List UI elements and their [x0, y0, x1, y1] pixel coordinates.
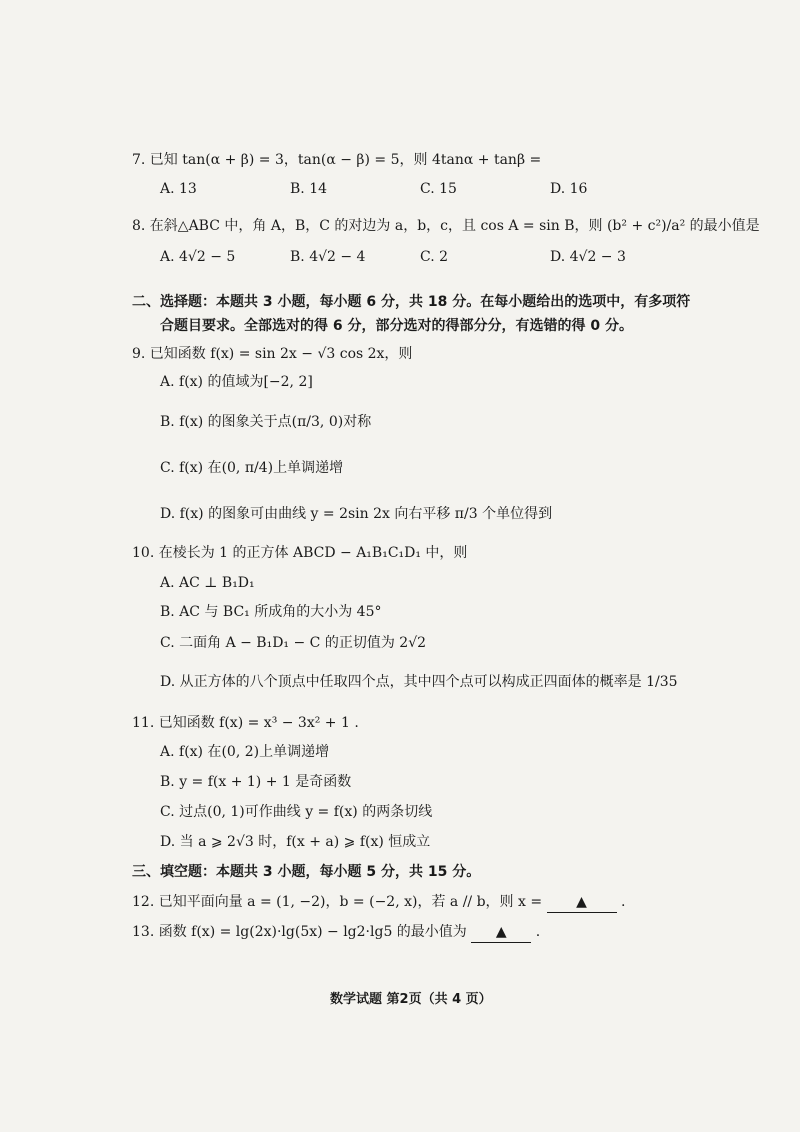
q12-answer-blank[interactable]: ▲: [547, 892, 617, 913]
q9-option-a: A. f(x) 的值域为[−2, 2]: [160, 374, 313, 390]
q10-option-c: C. 二面角 A − B₁D₁ − C 的正切值为 2√2: [160, 635, 427, 651]
q9-option-d: D. f(x) 的图象可由曲线 y = 2sin 2x 向右平移 π/3 个单位得到: [160, 506, 553, 522]
q8-option-d: D. 4√2 − 3: [550, 249, 626, 265]
question-7-stem: 7. 已知 tan(α + β) = 3，tan(α − β) = 5，则 4tanα + tanβ =: [132, 152, 542, 168]
q13-answer-blank[interactable]: ▲: [471, 922, 531, 943]
q11-option-b: B. y = f(x + 1) + 1 是奇函数: [160, 774, 352, 790]
question-12: [132, 892, 625, 913]
q11-option-d: D. 当 a ⩾ 2√3 时，f(x + a) ⩾ f(x) 恒成立: [160, 834, 431, 850]
section-3-heading: 三、填空题：本题共 3 小题，每小题 5 分，共 15 分。: [132, 864, 481, 880]
q11-option-a: A. f(x) 在(0, 2)上单调递增: [160, 744, 330, 760]
question-13: [132, 922, 540, 943]
q8-option-a: A. 4√2 − 5: [160, 249, 236, 265]
question-9-stem: 9. 已知函数 f(x) = sin 2x − √3 cos 2x，则: [132, 346, 413, 362]
question-12-stem: 12. 已知平面向量 a = (1, −2)，b = (−2, x)，若 a // b，则 x =: [132, 894, 543, 910]
q10-option-b: B. AC 与 BC₁ 所成角的大小为 45°: [160, 604, 382, 620]
q7-option-c: C. 15: [420, 181, 457, 197]
q11-option-c: C. 过点(0, 1)可作曲线 y = f(x) 的两条切线: [160, 804, 433, 820]
q8-option-b: B. 4√2 − 4: [290, 249, 366, 265]
section-2-instructions: 合题目要求。全部选对的得 6 分，部分选对的得部分分，有选错的得 0 分。: [160, 318, 633, 334]
section-2-heading: 二、选择题：本题共 3 小题，每小题 6 分，共 18 分。在每小题给出的选项中，有多项符: [132, 294, 691, 310]
question-13-stem: 13. 函数 f(x) = lg(2x)·lg(5x) − lg2·lg5 的最小值为: [132, 924, 467, 940]
q8-option-c: C. 2: [420, 249, 449, 265]
question-10-stem: 10. 在棱长为 1 的正方体 ABCD − A₁B₁C₁D₁ 中，则: [132, 545, 468, 561]
q7-option-d: D. 16: [550, 181, 588, 197]
q7-option-a: A. 13: [160, 181, 197, 197]
q10-option-a: A. AC ⊥ B₁D₁: [160, 575, 255, 591]
q12-period: .: [621, 894, 626, 910]
page-footer: 数学试题 第2页（共 4 页）: [330, 992, 492, 1007]
q7-option-b: B. 14: [290, 181, 328, 197]
question-8-stem: 8. 在斜△ABC 中，角 A，B，C 的对边为 a，b，c，且 cos A = sin B，则 (b² + c²)/a² 的最小值是: [132, 218, 760, 234]
question-11-stem: 11. 已知函数 f(x) = x³ − 3x² + 1 .: [132, 715, 359, 731]
q9-option-b: B. f(x) 的图象关于点(π/3, 0)对称: [160, 414, 372, 430]
q10-option-d: D. 从正方体的八个顶点中任取四个点，其中四个点可以构成正四面体的概率是 1/35: [160, 674, 678, 690]
q9-option-c: C. f(x) 在(0, π/4)上单调递增: [160, 460, 344, 476]
q13-period: .: [535, 924, 541, 940]
